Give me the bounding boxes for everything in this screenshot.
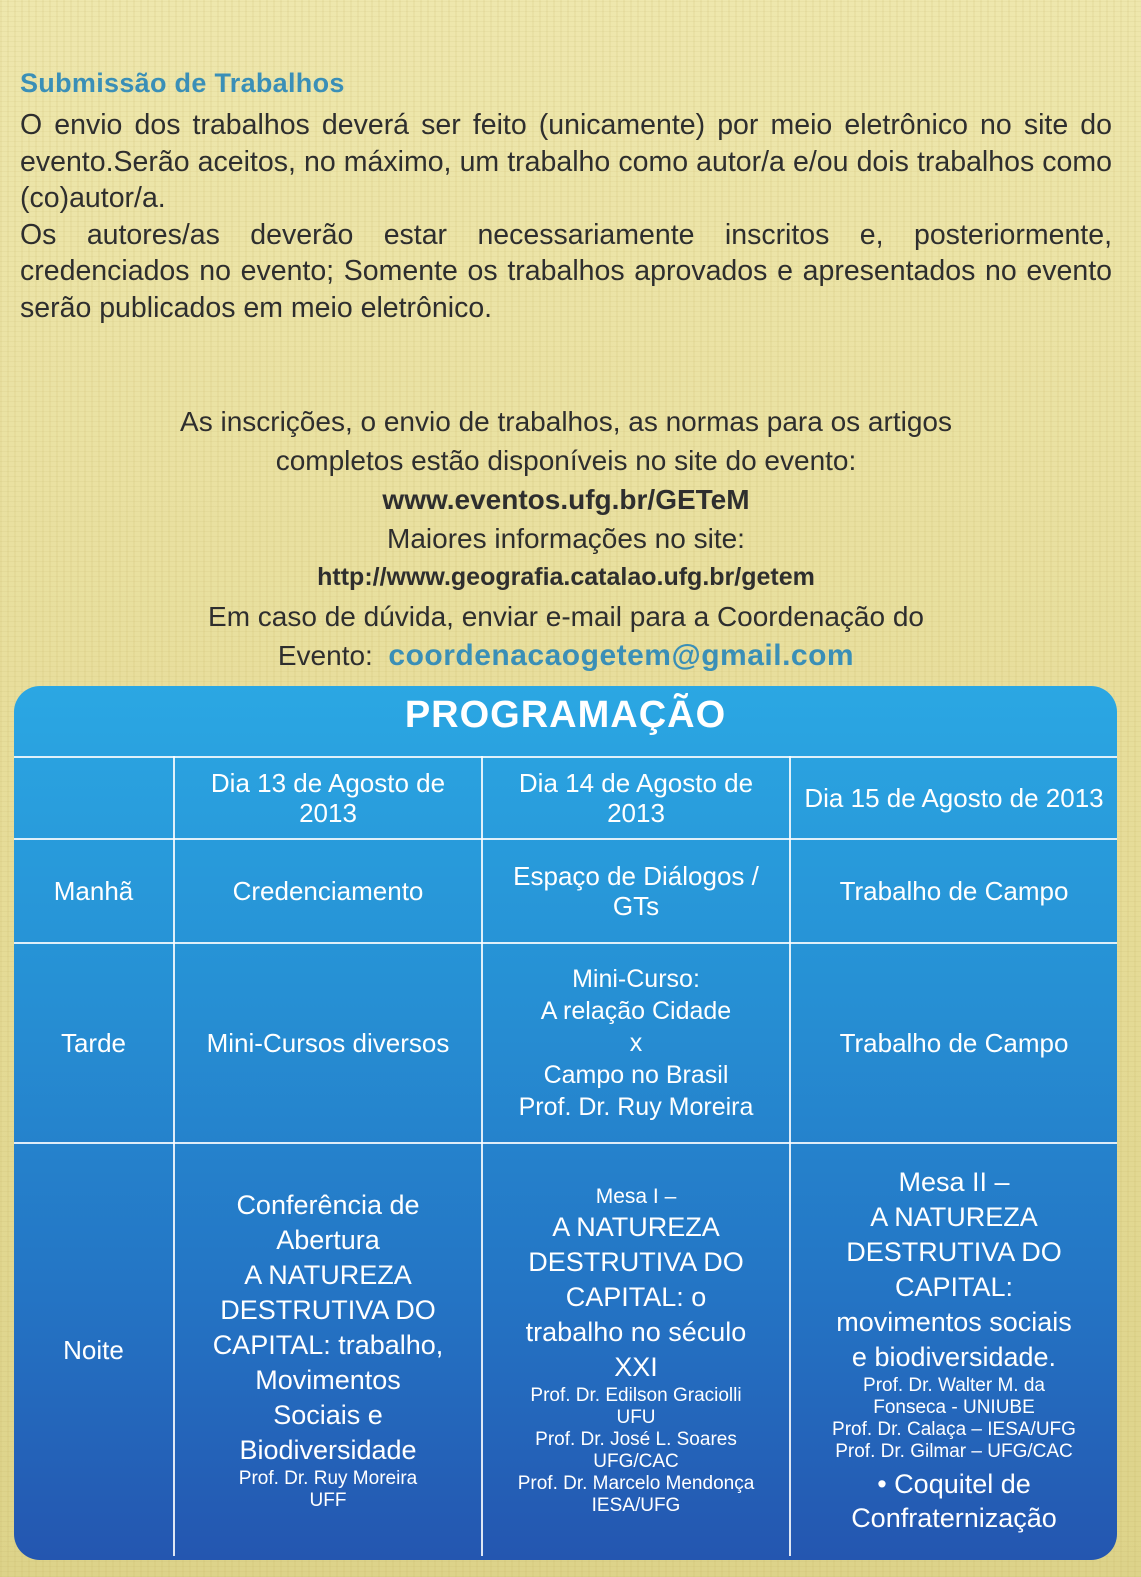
schedule-title: PROGRAMAÇÃO bbox=[404, 694, 727, 736]
conference-title-line: Abertura bbox=[276, 1225, 380, 1255]
schedule-table bbox=[14, 756, 1117, 1556]
submission-heading: Submissão de Trabalhos bbox=[20, 68, 345, 98]
mesa-title-line: e biodiversidade. bbox=[851, 1342, 1057, 1372]
conference-title-line: Biodiversidade bbox=[239, 1435, 417, 1465]
speaker-line: Prof. Dr. Edilson Graciolli bbox=[530, 1384, 742, 1406]
speaker-line: Prof. Dr. Marcelo Mendonça bbox=[517, 1472, 755, 1494]
minicurso-line: Campo no Brasil bbox=[543, 1061, 729, 1089]
speaker-line: Prof. Dr. Gilmar – UFG/CAC bbox=[835, 1441, 1073, 1462]
mesa-title-line: A NATUREZA bbox=[870, 1202, 1038, 1232]
info-line-1: As inscrições, o envio de trabalhos, as normas para os artigos bbox=[180, 406, 952, 437]
speaker-line: Prof. Dr. Walter M. da bbox=[863, 1375, 1045, 1396]
submission-paragraph-1: O envio dos trabalhos deverá ser feito (unicamente) por meio eletrônico no site do evento.Serão aceitos, no máximo, um trabalho como autor/a e/ou dois trabalhos como (co)autor/a. bbox=[20, 109, 1112, 214]
minicurso-line: Mini-Curso: bbox=[572, 965, 700, 993]
morning-label: Manhã bbox=[14, 839, 174, 943]
afternoon-label: Tarde bbox=[14, 943, 174, 1143]
mesa-title-line: DESTRUTIVA DO bbox=[528, 1246, 744, 1277]
header-day-13: Dia 13 de Agosto de 2013 bbox=[174, 757, 482, 839]
info-site-link[interactable]: http://www.geografia.catalao.ufg.br/getem bbox=[317, 563, 815, 591]
conference-title-line: Conferência de bbox=[236, 1190, 420, 1220]
cocktail-line: Confraternização bbox=[851, 1503, 1057, 1533]
info-line-2: completos estão disponíveis no site do evento: bbox=[275, 445, 857, 476]
conference-title-line: Sociais e bbox=[273, 1400, 383, 1430]
conference-title-line: DESTRUTIVA DO bbox=[220, 1295, 436, 1325]
afternoon-row bbox=[14, 943, 1117, 1143]
coordination-email-link[interactable]: coordenacaogetem@gmail.com bbox=[388, 639, 855, 672]
mesa-title-line: movimentos sociais bbox=[836, 1307, 1072, 1337]
speaker-line: Prof. Dr. José L. Soares bbox=[535, 1428, 737, 1450]
mesa-title-line: trabalho no século bbox=[525, 1316, 747, 1347]
table-header-row bbox=[14, 757, 1117, 839]
mesa-title-line: CAPITAL: bbox=[894, 1272, 1014, 1302]
event-label: Evento: bbox=[277, 640, 373, 671]
night-day-13 bbox=[174, 1143, 482, 1556]
night-day-14 bbox=[482, 1143, 790, 1556]
morning-day-13: Credenciamento bbox=[174, 839, 482, 943]
afternoon-day-15: Trabalho de Campo bbox=[790, 943, 1117, 1143]
mesa-title-line: CAPITAL: o bbox=[565, 1281, 707, 1312]
email-line bbox=[20, 636, 1112, 675]
mesa-label: Mesa I – bbox=[595, 1184, 677, 1208]
afternoon-day-13: Mini-Cursos diversos bbox=[174, 943, 482, 1143]
morning-day-14: Espaço de Diálogos / GTs bbox=[482, 839, 790, 943]
more-info-label: Maiores informações no site: bbox=[387, 523, 745, 554]
speaker-line: Prof. Dr. Ruy Moreira bbox=[238, 1468, 418, 1489]
event-site-link[interactable]: www.eventos.ufg.br/GETeM bbox=[382, 484, 750, 515]
cocktail-line: • Coquitel de bbox=[877, 1469, 1031, 1499]
schedule-panel bbox=[14, 686, 1117, 1560]
speaker-line: Fonseca - UNIUBE bbox=[873, 1397, 1035, 1418]
conference-title-line: A NATUREZA bbox=[244, 1260, 412, 1290]
night-row bbox=[14, 1143, 1117, 1556]
minicurso-line: x bbox=[629, 1029, 643, 1057]
mesa-title-line: XXI bbox=[614, 1351, 658, 1382]
conference-title-line: Movimentos bbox=[255, 1365, 401, 1395]
header-day-14: Dia 14 de Agosto de 2013 bbox=[482, 757, 790, 839]
speaker-line: Prof. Dr. Calaça – IESA/UFG bbox=[832, 1419, 1076, 1440]
speaker-line: UFU bbox=[616, 1406, 656, 1428]
submission-paragraph-2: Os autores/as deverão estar necessariamente inscritos e, posteriormente, credenciados no evento; Somente os trabalhos aprovados e apresentados no evento serão publicados em meio eletrônico. bbox=[20, 218, 1112, 324]
header-empty-cell bbox=[14, 757, 174, 839]
mesa-label: Mesa II – bbox=[898, 1167, 1010, 1197]
speaker-line: UFF bbox=[309, 1490, 347, 1511]
mesa-title-line: DESTRUTIVA DO bbox=[846, 1237, 1062, 1267]
submission-section bbox=[20, 68, 1112, 326]
mesa-title-line: A NATUREZA bbox=[552, 1211, 720, 1242]
conference-title-line: CAPITAL: trabalho, bbox=[212, 1330, 444, 1360]
speaker-line: IESA/UFG bbox=[591, 1494, 681, 1516]
afternoon-day-14 bbox=[482, 943, 790, 1143]
night-label: Noite bbox=[14, 1143, 174, 1556]
doubt-line: Em caso de dúvida, enviar e-mail para a Coordenação do bbox=[208, 601, 924, 632]
minicurso-line: Prof. Dr. Ruy Moreira bbox=[518, 1093, 754, 1121]
minicurso-line: A relação Cidade bbox=[540, 997, 732, 1025]
header-day-15: Dia 15 de Agosto de 2013 bbox=[790, 757, 1117, 839]
info-section bbox=[20, 402, 1112, 675]
night-day-15 bbox=[790, 1143, 1117, 1556]
morning-day-15: Trabalho de Campo bbox=[790, 839, 1117, 943]
morning-row bbox=[14, 839, 1117, 943]
speaker-line: UFG/CAC bbox=[593, 1450, 679, 1472]
